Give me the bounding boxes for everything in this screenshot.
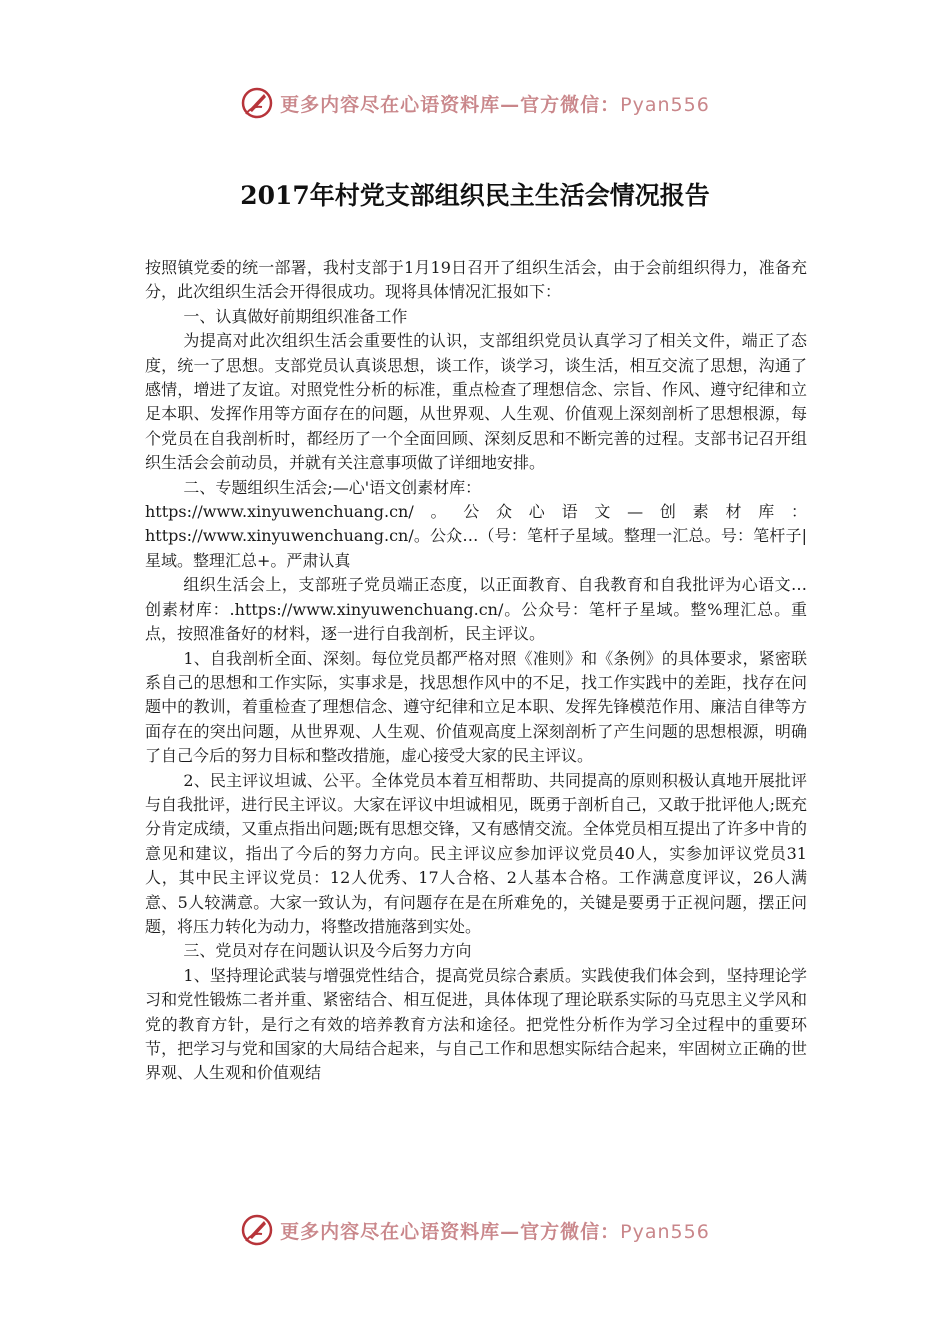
- section-heading: 三、党员对存在问题认识及今后努力方向: [183, 941, 472, 961]
- section-heading: 二、专题组织生活会;—心'语文创素材库：: [183, 477, 482, 497]
- logo-icon: [240, 86, 274, 120]
- banner-account: Pyan556: [620, 1220, 710, 1243]
- footer-banner: [0, 1210, 950, 1250]
- paragraph: 1、坚持理论武装与增强党性结合，提高党员综合素质。实践使我们体会到，坚持理论学习和党性锻炼二者并重、紧密结合、相互促进，具体体现了理论联系实际的马克思主义学风和党的教育方针，是行之有效的培养教育方法和途径。把党性分析作为学习全过程中的重要环节，把学习与党和国家的大局结合起来，与自己工作和思想实际结合起来，牢固树立正确的世界观、人生观和价值观结: [145, 965, 807, 1083]
- page-title: 2017年村党支部组织民主生活会情况报告: [240, 181, 710, 210]
- paragraph: 1、自我剖析全面、深刻。每位党员都严格对照《准则》和《条例》的具体要求，紧密联系自己的思想和工作实际，实事求是，找思想作风中的不足，找工作实践中的差距，找存在问题中的教训，着重检查了理想信念、遵守纪律和立足本职、发挥先锋模范作用、廉洁自律等方面存在的突出问题，从世界观、人生观、价值观高度上深刻剖析了产生问题的思想根源，明确了自己今后的努力目标和整改措施，虚心接受大家的民主评议。: [145, 648, 807, 766]
- banner-text: 更多内容尽在心语资料库—官方微信：Pyan556: [280, 1220, 710, 1243]
- paragraph: 2、民主评议坦诚、公平。全体党员本着互相帮助、共同提高的原则积极认真地开展批评与自我批评，进行民主评议。大家在评议中坦诚相见，既勇于剖析自己，又敢于批评他人;既充分肯定成绩，又重点指出问题;既有思想交锋，又有感情交流。全体党员相互提出了许多中肯的意见和建议，指出了今后的努力方向。民主评议应参加评议党员40人，实参加评议党员31人，其中民主评议党员：12人优秀、17人合格、2人基本合格。工作满意度评议，26人满意、5人较满意。大家一致认为，有问题存在是在所难免的，关键是要勇于正视问题，摆正问题，将压力转化为动力，将整改措施落到实处。: [145, 770, 807, 936]
- logo-icon: [240, 1213, 274, 1247]
- section-heading: 一、认真做好前期组织准备工作: [183, 306, 408, 326]
- paragraph: 按照镇党委的统一部署，我村支部于1月19日召开了组织生活会，由于会前组织得力，准备充分，此次组织生活会开得很成功。现将具体情况汇报如下：: [145, 258, 807, 302]
- document-body: [145, 256, 807, 1086]
- banner-account: Pyan556: [620, 93, 710, 116]
- header-banner: [0, 83, 950, 123]
- banner-text: 更多内容尽在心语资料库—官方微信：Pyan556: [280, 93, 710, 116]
- paragraph: 组织生活会上，支部班子党员端正态度，以正面教育、自我教育和自我批评为心语文…创素材库：.https://www.xinyuwenchuang.cn/。公众号：笔杆子星域。整%理汇总。重点，按照准备好的材料，逐一进行自我剖析，民主评议。: [145, 575, 807, 644]
- paragraph: https://www.xinyuwenchuang.cn/。公众心语文—创素材库：https://www.xinyuwenchuang.cn/。公众…（号：笔杆子星域。整理一汇总。号：笔杆子|星域。整理汇总+。严肃认真: [145, 502, 807, 570]
- paragraph: 为提高对此次组织生活会重要性的认识，支部组织党员认真学习了相关文件，端正了态度，统一了思想。支部党员认真谈思想，谈工作，谈学习，谈生活，相互交流了思想，沟通了感情，增进了友谊。对照党性分析的标准，重点检查了理想信念、宗旨、作风、遵守纪律和立足本职、发挥作用等方面存在的问题，从世界观、人生观、价值观上深刻剖析了思想根源，每个党员在自我剖析时，都经历了一个全面回顾、深刻反思和不断完善的过程。支部书记召开组织生活会会前动员，并就有关注意事项做了详细地安排。: [145, 331, 807, 473]
